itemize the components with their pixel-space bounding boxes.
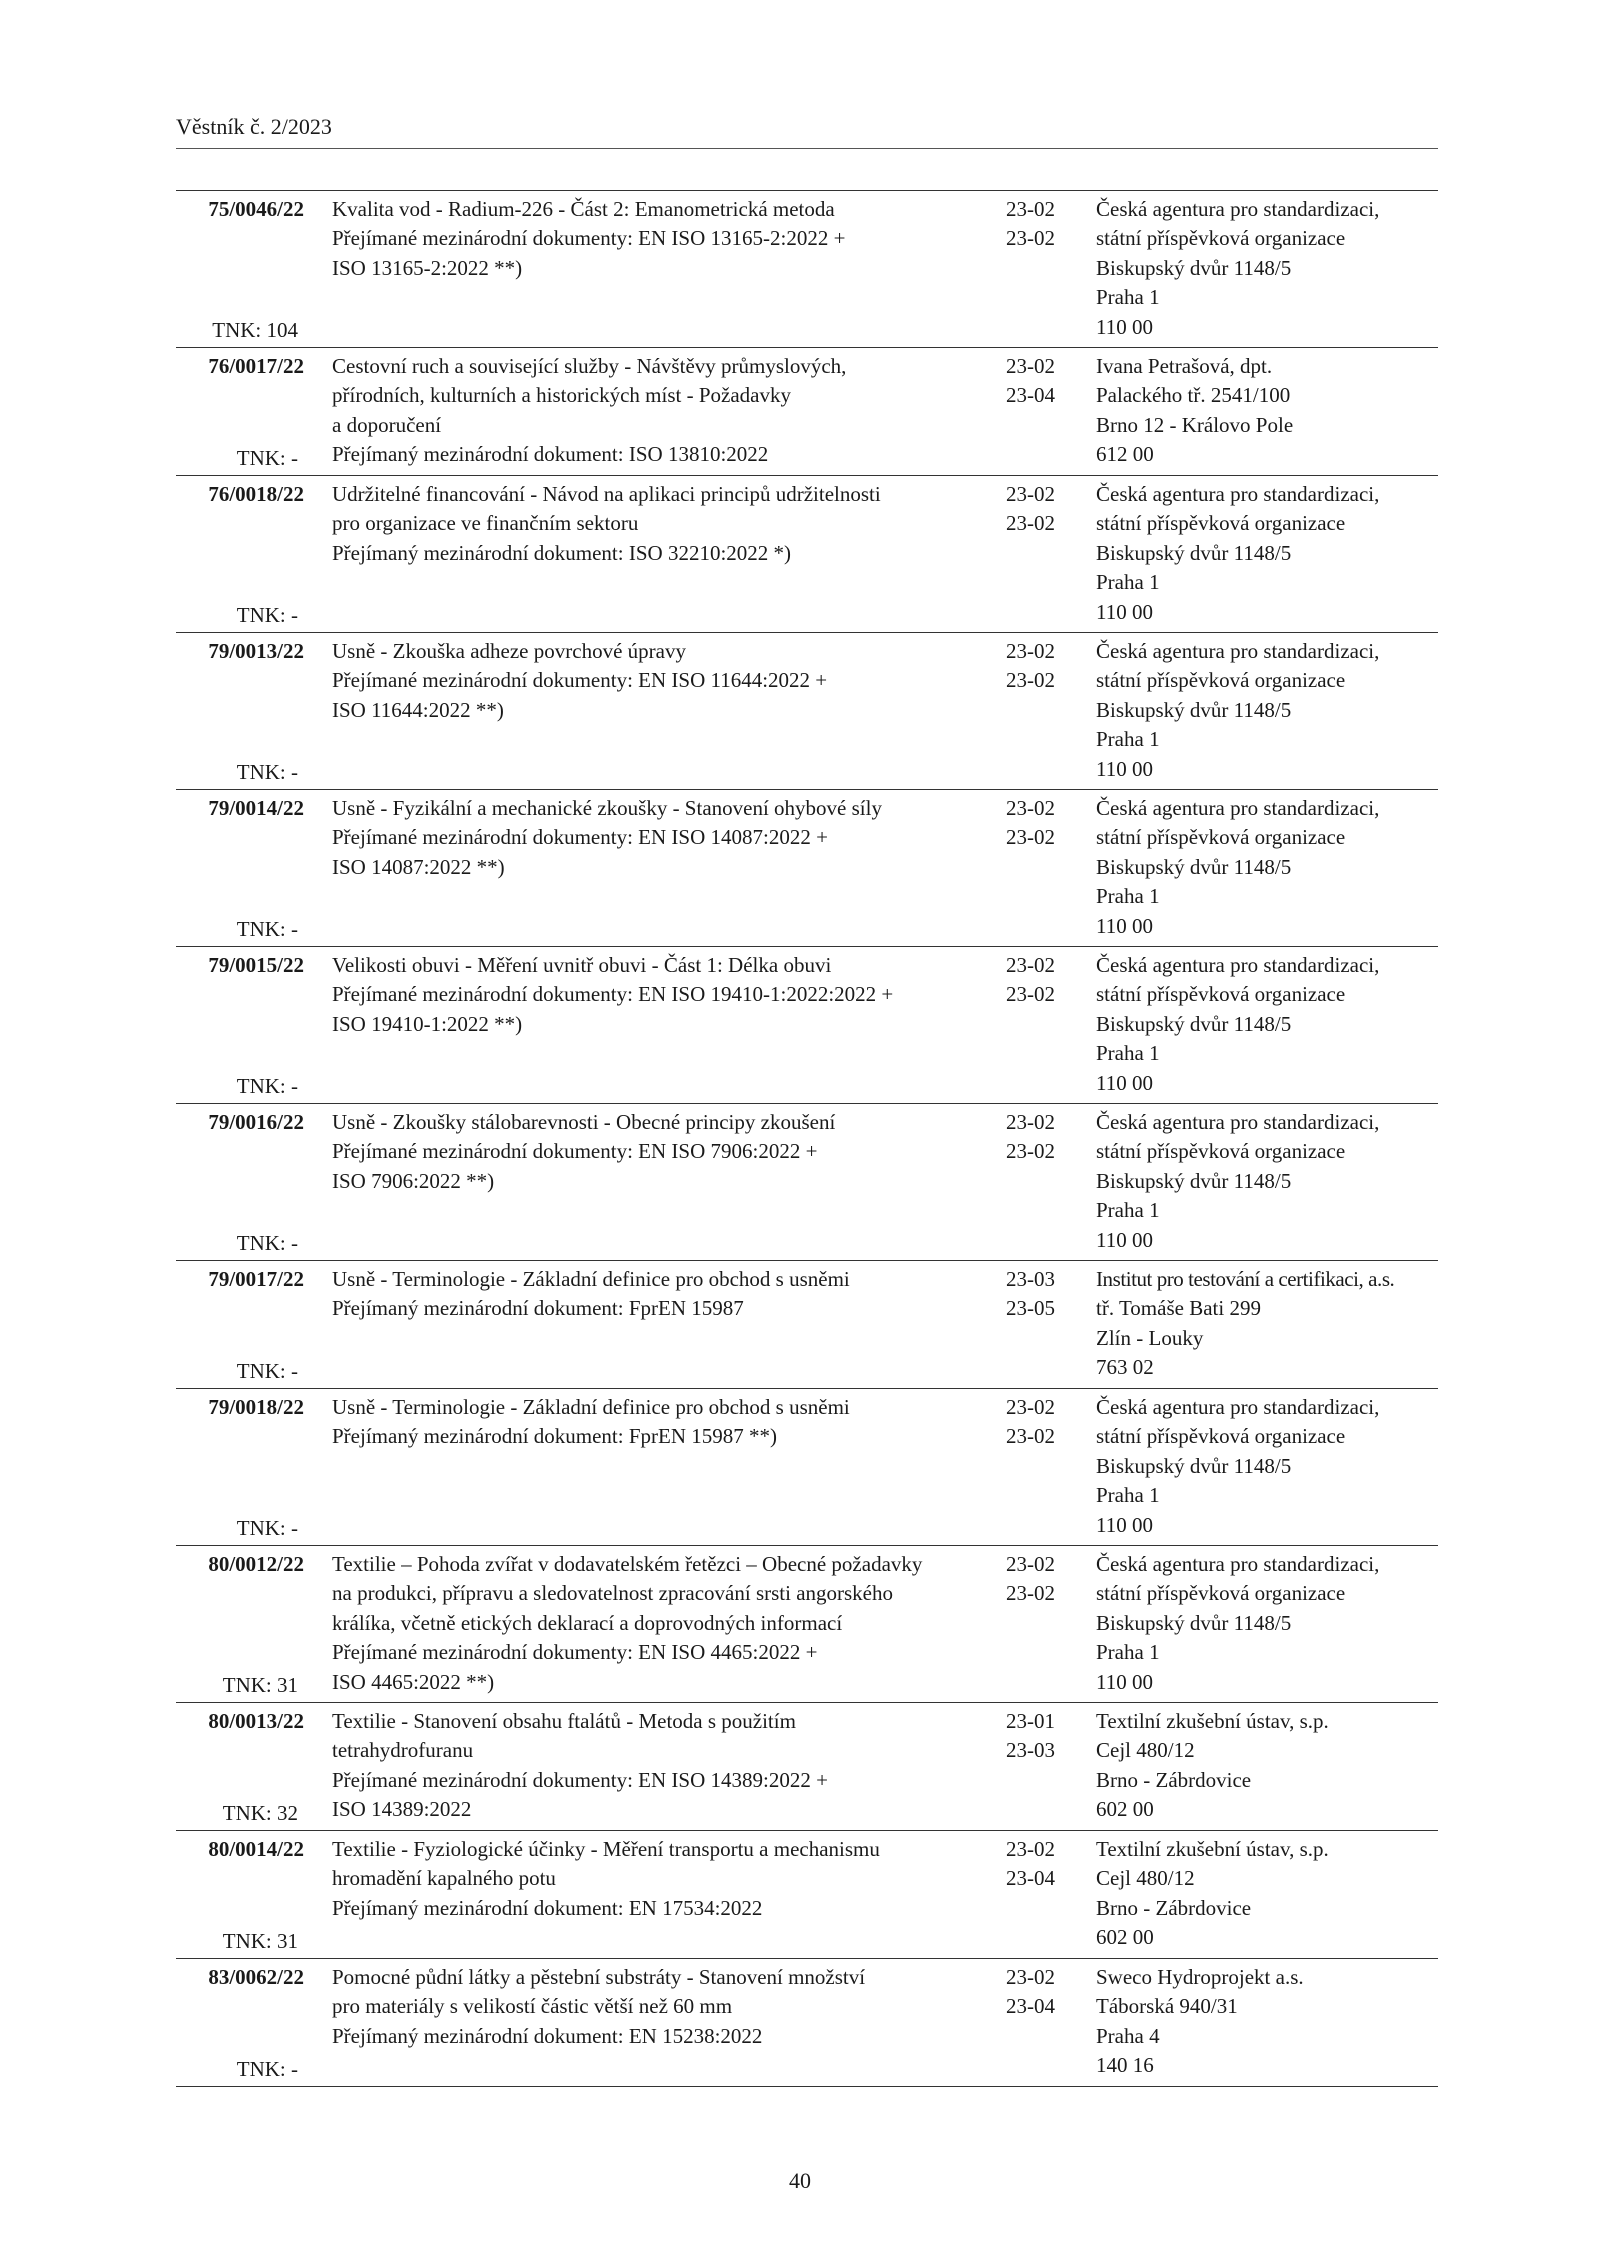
title-line: Velikosti obuvi - Měření uvnitř obuvi - Část 1: Délka obuvi [332, 953, 832, 977]
title-line: Kvalita vod - Radium-226 - Část 2: Emanometrická metoda [332, 197, 835, 221]
document-number: 80/0014/22 [208, 1837, 304, 1861]
address-line: Textilní zkušební ústav, s.p. [1096, 1837, 1329, 1861]
title-line: na produkci, přípravu a sledovatelnost zpracování srsti angorského [332, 1581, 894, 1606]
processor-address [1096, 1108, 1441, 1255]
document-title [332, 637, 852, 725]
address-line: Zlín - Louky [1096, 1325, 1204, 1350]
tnk-label: TNK: 31 [222, 1672, 298, 1697]
date-value: 23-02 [1006, 1552, 1055, 1576]
title-line: Cestovní ruch a související služby - Návštěvy průmyslových, [332, 354, 847, 378]
address-line: 612 00 [1096, 442, 1154, 467]
date-value: 23-05 [1006, 1296, 1055, 1321]
title-line: Usně - Fyzikální a mechanické zkoušky - Stanovení ohybové síly [332, 796, 882, 820]
document-number: 79/0018/22 [208, 1395, 304, 1419]
title-line: králíka, včetně etických deklarací a doprovodných informací [332, 1610, 843, 1635]
title-line: pro organizace ve finančním sektoru [332, 511, 639, 536]
document-number: 75/0046/22 [208, 197, 304, 221]
address-line: Brno 12 - Královo Pole [1096, 412, 1294, 437]
date-value: 23-02 [1006, 796, 1055, 820]
address-line: státní příspěvková organizace [1096, 668, 1346, 693]
date-value: 23-02 [1006, 354, 1055, 378]
date-value: 23-02 [1006, 668, 1055, 693]
date-value: 23-04 [1006, 1866, 1055, 1891]
tnk-label: TNK: - [236, 2056, 298, 2081]
document-title [332, 1393, 852, 1452]
title-line: Usně - Zkouška adheze povrchové úpravy [332, 639, 686, 663]
address-line: 110 00 [1096, 756, 1153, 781]
address-line: Praha 1 [1096, 570, 1160, 595]
address-line: Česká agentura pro standardizaci, [1096, 796, 1380, 820]
address-line: Praha 1 [1096, 285, 1160, 310]
processor-address [1096, 951, 1441, 1098]
title-line: Pomocné půdní látky a pěstební substráty - Stanovení množství [332, 1965, 866, 1989]
tnk-label: TNK: - [236, 1073, 298, 1098]
processor-address [1096, 1707, 1441, 1825]
list-item [176, 632, 1438, 789]
processor-address [1096, 1265, 1441, 1383]
dates [1006, 1835, 1076, 1894]
date-value: 23-02 [1006, 1424, 1055, 1449]
tnk-label: TNK: 32 [222, 1800, 298, 1825]
address-line: Praha 1 [1096, 1483, 1160, 1508]
list-item [176, 475, 1438, 632]
address-line: 602 00 [1096, 1925, 1154, 1950]
processor-address [1096, 637, 1441, 784]
list-item [176, 1702, 1438, 1830]
address-line: Cejl 480/12 [1096, 1866, 1195, 1891]
address-line: Brno - Zábrdovice [1096, 1767, 1252, 1792]
title-line: Přejímané mezinárodní dokumenty: EN ISO 13165-2:2022 + [332, 226, 846, 251]
address-line: státní příspěvková organizace [1096, 982, 1346, 1007]
address-line: tř. Tomáše Bati 299 [1096, 1296, 1261, 1321]
title-line: Textilie - Fyziologické účinky - Měření transportu a mechanismu [332, 1837, 880, 1861]
tnk-label: TNK: - [236, 1230, 298, 1255]
address-line: Biskupský dvůr 1148/5 [1096, 854, 1292, 879]
title-line: ISO 14389:2022 [332, 1797, 472, 1822]
title-line: Přejímaný mezinárodní dokument: ISO 13810:2022 [332, 442, 769, 467]
tnk-label: TNK: 104 [212, 317, 298, 342]
processor-address [1096, 352, 1441, 470]
title-line: Usně - Terminologie - Základní definice pro obchod s usněmi [332, 1395, 850, 1419]
address-line: Praha 1 [1096, 1041, 1160, 1066]
address-line: státní příspěvková organizace [1096, 825, 1346, 850]
address-line: Praha 4 [1096, 2023, 1160, 2048]
dates [1006, 1963, 1076, 2022]
address-line: 140 16 [1096, 2053, 1154, 2078]
dates [1006, 480, 1076, 539]
address-line: 602 00 [1096, 1797, 1154, 1822]
title-line: Textilie - Stanovení obsahu ftalátů - Metoda s použitím [332, 1709, 796, 1733]
title-line: Textilie – Pohoda zvířat v dodavatelském řetězci – Obecné požadavky [332, 1552, 923, 1576]
processor-address [1096, 794, 1441, 941]
date-value: 23-02 [1006, 953, 1055, 977]
address-line: státní příspěvková organizace [1096, 1424, 1346, 1449]
address-line: Česká agentura pro standardizaci, [1096, 953, 1380, 977]
address-line: státní příspěvková organizace [1096, 511, 1346, 536]
address-line: Palackého tř. 2541/100 [1096, 383, 1291, 408]
address-line: Česká agentura pro standardizaci, [1096, 639, 1380, 663]
document-number: 79/0016/22 [208, 1110, 304, 1134]
document-number: 83/0062/22 [208, 1965, 304, 1989]
date-value: 23-02 [1006, 511, 1055, 536]
address-line: Česká agentura pro standardizaci, [1096, 482, 1380, 506]
title-line: ISO 7906:2022 **) [332, 1168, 495, 1193]
processor-address [1096, 1393, 1441, 1540]
document-number: 79/0013/22 [208, 639, 304, 663]
document-number: 76/0018/22 [208, 482, 304, 506]
address-line: 110 00 [1096, 1227, 1153, 1252]
title-line: Přejímané mezinárodní dokumenty: EN ISO 19410-1:2022:2022 + [332, 982, 894, 1007]
dates [1006, 1265, 1076, 1324]
document-title [332, 480, 881, 568]
list-item [176, 1830, 1438, 1958]
date-value: 23-02 [1006, 1110, 1055, 1134]
tnk-label: TNK: - [236, 1515, 298, 1540]
document-number: 79/0017/22 [208, 1267, 304, 1291]
address-line: Sweco Hydroprojekt a.s. [1096, 1965, 1304, 1989]
title-line: Usně - Zkoušky stálobarevnosti - Obecné principy zkoušení [332, 1110, 836, 1134]
dates [1006, 794, 1076, 853]
document-number: 80/0013/22 [208, 1709, 304, 1733]
date-value: 23-03 [1006, 1738, 1055, 1763]
date-value: 23-02 [1006, 226, 1055, 251]
title-line: Usně - Terminologie - Základní definice pro obchod s usněmi [332, 1267, 850, 1291]
address-line: 763 02 [1096, 1355, 1154, 1380]
date-value: 23-02 [1006, 1395, 1055, 1419]
date-value: 23-01 [1006, 1709, 1055, 1733]
processor-address [1096, 195, 1441, 342]
address-line: státní příspěvková organizace [1096, 1139, 1346, 1164]
address-line: 110 00 [1096, 1070, 1153, 1095]
address-line: Praha 1 [1096, 727, 1160, 752]
date-value: 23-02 [1006, 197, 1055, 221]
date-value: 23-04 [1006, 1994, 1055, 2019]
title-line: Přejímaný mezinárodní dokument: EN 17534:2022 [332, 1895, 763, 1920]
document-title [332, 195, 852, 283]
address-line: 110 00 [1096, 599, 1153, 624]
date-value: 23-02 [1006, 1581, 1055, 1606]
address-line: Praha 1 [1096, 884, 1160, 909]
title-line: ISO 14087:2022 **) [332, 854, 505, 879]
dates [1006, 951, 1076, 1010]
page-number: 40 [789, 2168, 811, 2193]
address-line: Praha 1 [1096, 1640, 1160, 1665]
date-value: 23-02 [1006, 1837, 1055, 1861]
title-line: pro materiály s velikostí částic větší než 60 mm [332, 1994, 733, 2019]
dates [1006, 1393, 1076, 1452]
processor-address [1096, 1963, 1441, 2081]
address-line: Biskupský dvůr 1148/5 [1096, 1610, 1292, 1635]
address-line: Institut pro testování a certifikaci, a.s. [1096, 1267, 1395, 1291]
dates [1006, 352, 1076, 411]
document-title [332, 1963, 866, 2051]
address-line: Česká agentura pro standardizaci, [1096, 1552, 1380, 1576]
title-line: přírodních, kulturních a historických míst - Požadavky [332, 383, 791, 408]
address-line: státní příspěvková organizace [1096, 1581, 1346, 1606]
list-item [176, 1388, 1438, 1545]
document-number: 79/0015/22 [208, 953, 304, 977]
title-line: ISO 11644:2022 **) [332, 697, 504, 722]
date-value: 23-02 [1006, 1965, 1055, 1989]
document-number: 80/0012/22 [208, 1552, 304, 1576]
title-line: Přejímané mezinárodní dokumenty: EN ISO 14087:2022 + [332, 825, 828, 850]
document-number: 76/0017/22 [208, 354, 304, 378]
document-title [332, 951, 894, 1039]
address-line: Česká agentura pro standardizaci, [1096, 1395, 1380, 1419]
processor-address [1096, 1550, 1441, 1697]
list-item [176, 1958, 1438, 2086]
address-line: 110 00 [1096, 1512, 1153, 1537]
document-title [332, 1265, 852, 1324]
list-item [176, 1103, 1438, 1260]
address-line: 110 00 [1096, 913, 1153, 938]
title-line: Přejímané mezinárodní dokumenty: EN ISO 14389:2022 + [332, 1767, 828, 1792]
address-line: Biskupský dvůr 1148/5 [1096, 540, 1292, 565]
date-value: 23-02 [1006, 825, 1055, 850]
date-value: 23-04 [1006, 383, 1055, 408]
date-value: 23-03 [1006, 1267, 1055, 1291]
list-item [176, 946, 1438, 1103]
title-line: Přejímaný mezinárodní dokument: EN 15238:2022 [332, 2023, 763, 2048]
tnk-label: TNK: - [236, 602, 298, 627]
title-line: hromadění kapalného potu [332, 1866, 556, 1891]
address-line: Česká agentura pro standardizaci, [1096, 1110, 1380, 1134]
document-title [332, 1707, 852, 1825]
tnk-label: TNK: - [236, 1358, 298, 1383]
address-line: Praha 1 [1096, 1198, 1160, 1223]
processor-address [1096, 480, 1441, 627]
date-value: 23-02 [1006, 482, 1055, 506]
address-line: Biskupský dvůr 1148/5 [1096, 255, 1292, 280]
title-line: ISO 19410-1:2022 **) [332, 1011, 523, 1036]
address-line: Česká agentura pro standardizaci, [1096, 197, 1380, 221]
address-line: Biskupský dvůr 1148/5 [1096, 1168, 1292, 1193]
title-line: Přejímaný mezinárodní dokument: FprEN 15987 [332, 1296, 744, 1321]
document-title [332, 1108, 852, 1196]
title-line: tetrahydrofuranu [332, 1738, 474, 1763]
document-title [332, 352, 852, 470]
address-line: 110 00 [1096, 1669, 1153, 1694]
title-line: Přejímaný mezinárodní dokument: FprEN 15987 **) [332, 1424, 778, 1449]
standards-list [176, 190, 1438, 2087]
tnk-label: TNK: - [236, 916, 298, 941]
address-line: Brno - Zábrdovice [1096, 1895, 1252, 1920]
processor-address [1096, 1835, 1441, 1953]
address-line: 110 00 [1096, 314, 1153, 339]
list-item [176, 347, 1438, 475]
dates [1006, 1108, 1076, 1167]
tnk-label: TNK: - [236, 759, 298, 784]
publication-title: Věstník č. 2/2023 [176, 114, 332, 139]
list-item [176, 190, 1438, 347]
address-line: Biskupský dvůr 1148/5 [1096, 1011, 1292, 1036]
title-line: Přejímané mezinárodní dokumenty: EN ISO 11644:2022 + [332, 668, 828, 693]
title-line: Přejímaný mezinárodní dokument: ISO 32210:2022 *) [332, 540, 792, 565]
tnk-label: TNK: - [236, 445, 298, 470]
title-line: ISO 4465:2022 **) [332, 1669, 495, 1694]
title-line: a doporučení [332, 412, 442, 437]
page-header [176, 112, 1438, 149]
address-line: Táborská 940/31 [1096, 1994, 1238, 2019]
date-value: 23-02 [1006, 1139, 1055, 1164]
title-line: ISO 13165-2:2022 **) [332, 255, 523, 280]
document-title [332, 794, 882, 882]
title-line: Přejímané mezinárodní dokumenty: EN ISO 4465:2022 + [332, 1640, 818, 1665]
title-line: Přejímané mezinárodní dokumenty: EN ISO 7906:2022 + [332, 1139, 818, 1164]
address-line: státní příspěvková organizace [1096, 226, 1346, 251]
dates [1006, 1707, 1076, 1766]
address-line: Cejl 480/12 [1096, 1738, 1195, 1763]
list-item [176, 1545, 1438, 1702]
document-number: 79/0014/22 [208, 796, 304, 820]
dates [1006, 1550, 1076, 1609]
address-line: Textilní zkušební ústav, s.p. [1096, 1709, 1329, 1733]
tnk-label: TNK: 31 [222, 1928, 298, 1953]
address-line: Biskupský dvůr 1148/5 [1096, 697, 1292, 722]
date-value: 23-02 [1006, 639, 1055, 663]
address-line: Biskupský dvůr 1148/5 [1096, 1453, 1292, 1478]
document-title [332, 1550, 923, 1697]
document-title [332, 1835, 880, 1923]
list-item [176, 1260, 1438, 1388]
dates [1006, 637, 1076, 696]
date-value: 23-02 [1006, 982, 1055, 1007]
address-line: Ivana Petrašová, dpt. [1096, 354, 1273, 378]
list-item [176, 789, 1438, 946]
dates [1006, 195, 1076, 254]
title-line: Udržitelné financování - Návod na aplikaci principů udržitelnosti [332, 482, 881, 506]
